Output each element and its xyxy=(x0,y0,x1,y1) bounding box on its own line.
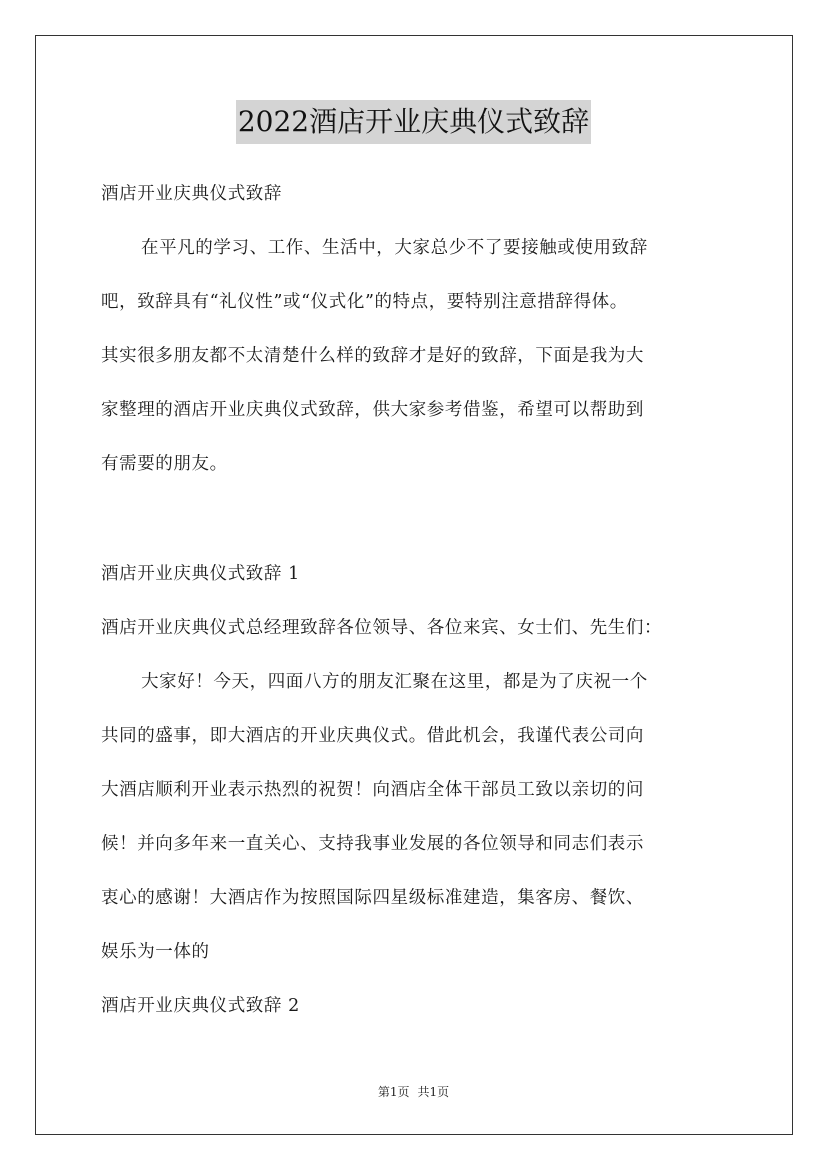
section-heading: 酒店开业庆典仪式致辞 2 xyxy=(101,996,300,1016)
document-title: 2022酒店开业庆典仪式致辞 xyxy=(236,100,591,144)
paragraph-line: 候！并向多年来一直关心、支持我事业发展的各位领导和同志们表示 xyxy=(101,834,644,854)
page-footer xyxy=(0,1084,827,1100)
paragraph-line: 吧，致辞具有“礼仪性”或“仪式化”的特点，要特别注意措辞得体。 xyxy=(101,292,628,312)
paragraph-line: 家整理的酒店开业庆典仪式致辞，供大家参考借鉴，希望可以帮助到 xyxy=(101,400,644,420)
page-total: 共1页 xyxy=(417,1085,450,1099)
paragraph-line: 衷心的感谢！大酒店作为按照国际四星级标准建造，集客房、餐饮、 xyxy=(101,888,644,908)
subtitle-line: 酒店开业庆典仪式致辞 xyxy=(101,184,282,204)
paragraph-line: 大酒店顺利开业表示热烈的祝贺！向酒店全体干部员工致以亲切的问 xyxy=(101,780,644,800)
paragraph-line: 大家好！今天，四面八方的朋友汇聚在这里，都是为了庆祝一个 xyxy=(141,672,648,692)
paragraph-line: 共同的盛事，即大酒店的开业庆典仪式。借此机会，我谨代表公司向 xyxy=(101,726,644,746)
paragraph-line: 在平凡的学习、工作、生活中，大家总少不了要接触或使用致辞 xyxy=(141,238,648,258)
page-number: 第1页 xyxy=(377,1085,410,1099)
paragraph-line: 有需要的朋友。 xyxy=(101,454,228,474)
paragraph-line: 娱乐为一体的 xyxy=(101,942,210,962)
section-heading: 酒店开业庆典仪式致辞 1 xyxy=(101,564,300,584)
paragraph-line: 酒店开业庆典仪式总经理致辞各位领导、各位来宾、女士们、先生们： xyxy=(101,618,663,638)
paragraph-line: 其实很多朋友都不太清楚什么样的致辞才是好的致辞，下面是我为大 xyxy=(101,346,644,366)
title-container xyxy=(0,100,827,144)
